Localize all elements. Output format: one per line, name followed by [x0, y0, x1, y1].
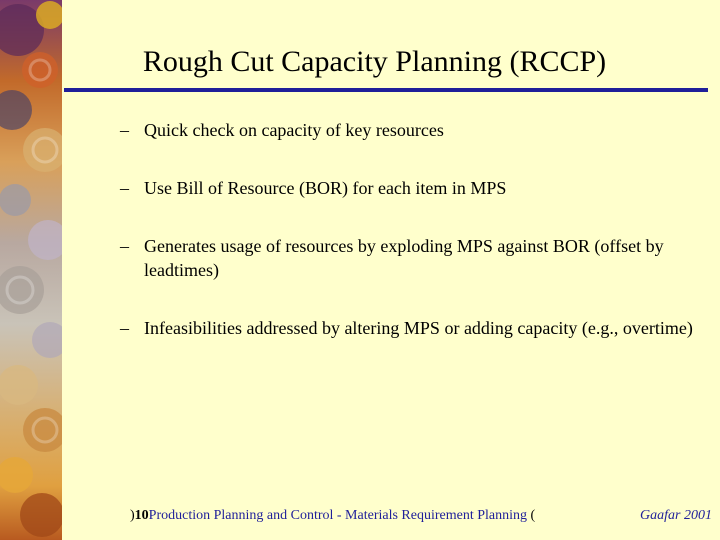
footer-author: Gaafar 2001	[640, 508, 712, 523]
bullet-item	[120, 234, 720, 282]
bullet-item	[120, 316, 720, 340]
bullet-item	[120, 118, 720, 142]
gears-artwork-strip	[0, 0, 62, 540]
bullet-dash: –	[120, 318, 129, 338]
bullet-dash: –	[120, 120, 129, 140]
footer-open-paren: )	[130, 508, 135, 523]
bullet-item	[120, 176, 720, 200]
slide-title: Rough Cut Capacity Planning (RCCP)	[142, 45, 607, 78]
slide-number: 10	[134, 508, 149, 523]
footer-course-title: Production Planning and Control - Materials Requirement Planning	[148, 508, 528, 523]
bullet-text: Generates usage of resources by exploding MPS against BOR (offset by leadtimes)	[144, 236, 664, 280]
footer-close-paren: (	[530, 508, 536, 523]
bullet-text: Use Bill of Resource (BOR) for each item in MPS	[144, 178, 507, 198]
footer	[130, 507, 535, 525]
bullet-dash: –	[120, 236, 129, 256]
bullet-text: Quick check on capacity of key resources	[144, 120, 444, 140]
title-underline	[64, 88, 708, 92]
bullet-dash: –	[120, 178, 129, 198]
bullet-text: Infeasibilities addressed by altering MPS or adding capacity (e.g., overtime)	[144, 318, 693, 338]
